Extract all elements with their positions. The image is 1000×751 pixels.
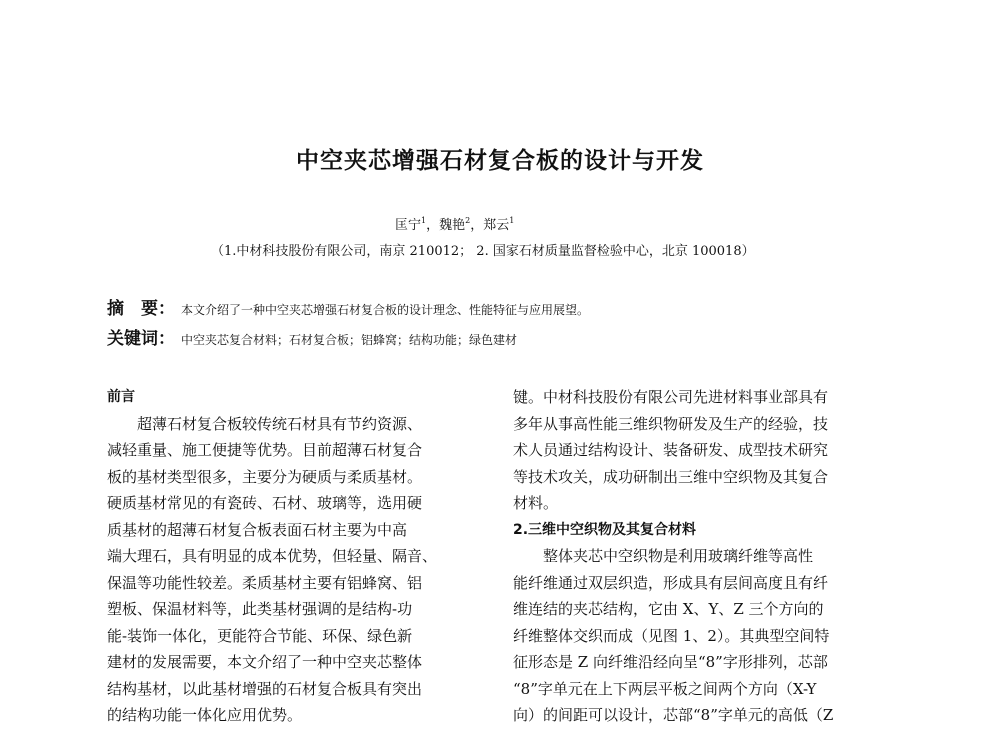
text-line: 板的基材类型很多，主要分为硬质与柔质基材。	[107, 467, 423, 486]
text-line: 质基材的超薄石材复合板表面石材主要为中高	[107, 520, 408, 539]
author-separator: ，	[426, 218, 440, 233]
fabric-paragraph	[513, 543, 883, 729]
preface-paragraph	[107, 411, 477, 729]
affiliations: （1.中材科技股份有限公司，南京 210012； 2. 国家石材质量监督检验中心，北京 100018）	[211, 244, 755, 259]
author-name: 郑云	[483, 218, 510, 233]
abstract-text: 本文介绍了一种中空夹芯增强石材复合板的设计理念、性能特征与应用展望。	[181, 303, 590, 317]
right-column	[513, 384, 883, 729]
abstract-label: 摘 要：	[107, 299, 175, 319]
author-name: 魏艳	[439, 218, 466, 233]
author-affiliation-mark: 2	[465, 216, 471, 225]
section-heading-3d-fabric: 2.三维中空织物及其复合材料	[513, 521, 697, 538]
text-line: 键。中材科技股份有限公司先进材料事业部具有	[513, 388, 829, 406]
text-line: 能纤维通过双层织造，形成具有层间高度且有纤	[513, 573, 829, 592]
text-line: 材料。	[513, 494, 559, 512]
text-line: 减轻重量、施工便捷等优势。目前超薄石材复合	[107, 441, 423, 459]
text-line: 的结构功能一体化应用优势。	[107, 706, 303, 724]
text-line: 向）的间距可以设计，芯部“8”字单元的高低（Z	[513, 706, 834, 724]
text-line: 维连结的夹芯结构，它由 X、Y、Z 三个方向的	[513, 600, 824, 618]
text-line: 结构基材，以此基材增强的石材复合板具有突出	[107, 679, 423, 698]
paper-title: 中空夹芯增强石材复合板的设计与开发	[296, 148, 704, 174]
text-line: 多年从事高性能三维织物研发及生产的经验，技	[513, 414, 829, 433]
text-line: 建材的发展需要，本文介绍了一种中空夹芯整体	[107, 653, 423, 671]
left-column	[107, 384, 477, 729]
text-line: “8”字单元在上下两层平板之间两个方向（X-Y	[513, 679, 817, 698]
keywords	[107, 324, 517, 349]
author-list	[395, 214, 514, 233]
keywords-label: 关键词：	[107, 329, 175, 349]
author-affiliation-mark: 1	[421, 216, 427, 225]
author-name: 匡宁	[395, 218, 422, 233]
text-line: 硬质基材常见的有瓷砖、石材、玻璃等，选用硬	[107, 494, 423, 512]
author-affiliation-mark: 1	[509, 216, 515, 225]
text-line: 征形态是 Z 向纤维沿经向呈“8”字形排列，芯部	[513, 653, 828, 671]
text-line: 等技术攻关，成功研制出三维中空织物及其复合	[513, 467, 829, 486]
text-line: 能-装饰一体化，更能符合节能、环保、绿色新	[107, 626, 413, 645]
keywords-text: 中空夹芯复合材料；石材复合板；铝蜂窝；结构功能；绿色建材	[181, 333, 518, 347]
text-line: 超薄石材复合板较传统石材具有节约资源、	[137, 414, 423, 433]
text-line: 保温等功能性较差。柔质基材主要有铝蜂窝、铝	[107, 573, 423, 592]
text-line: 术人员通过结构设计、装备研发、成型技术研究	[513, 441, 829, 459]
text-line: 纤维整体交织而成（见图 1、2）。其典型空间特	[513, 626, 830, 645]
author-separator: ，	[470, 218, 484, 233]
section-heading-preface: 前言	[107, 389, 135, 405]
continued-paragraph	[513, 384, 883, 517]
text-line: 端大理石，具有明显的成本优势，但轻量、隔音、	[107, 547, 438, 565]
abstract	[107, 294, 589, 319]
text-line: 塑板、保温材料等，此类基材强调的是结构-功	[107, 600, 413, 618]
text-line: 整体夹芯中空织物是利用玻璃纤维等高性	[543, 547, 814, 565]
